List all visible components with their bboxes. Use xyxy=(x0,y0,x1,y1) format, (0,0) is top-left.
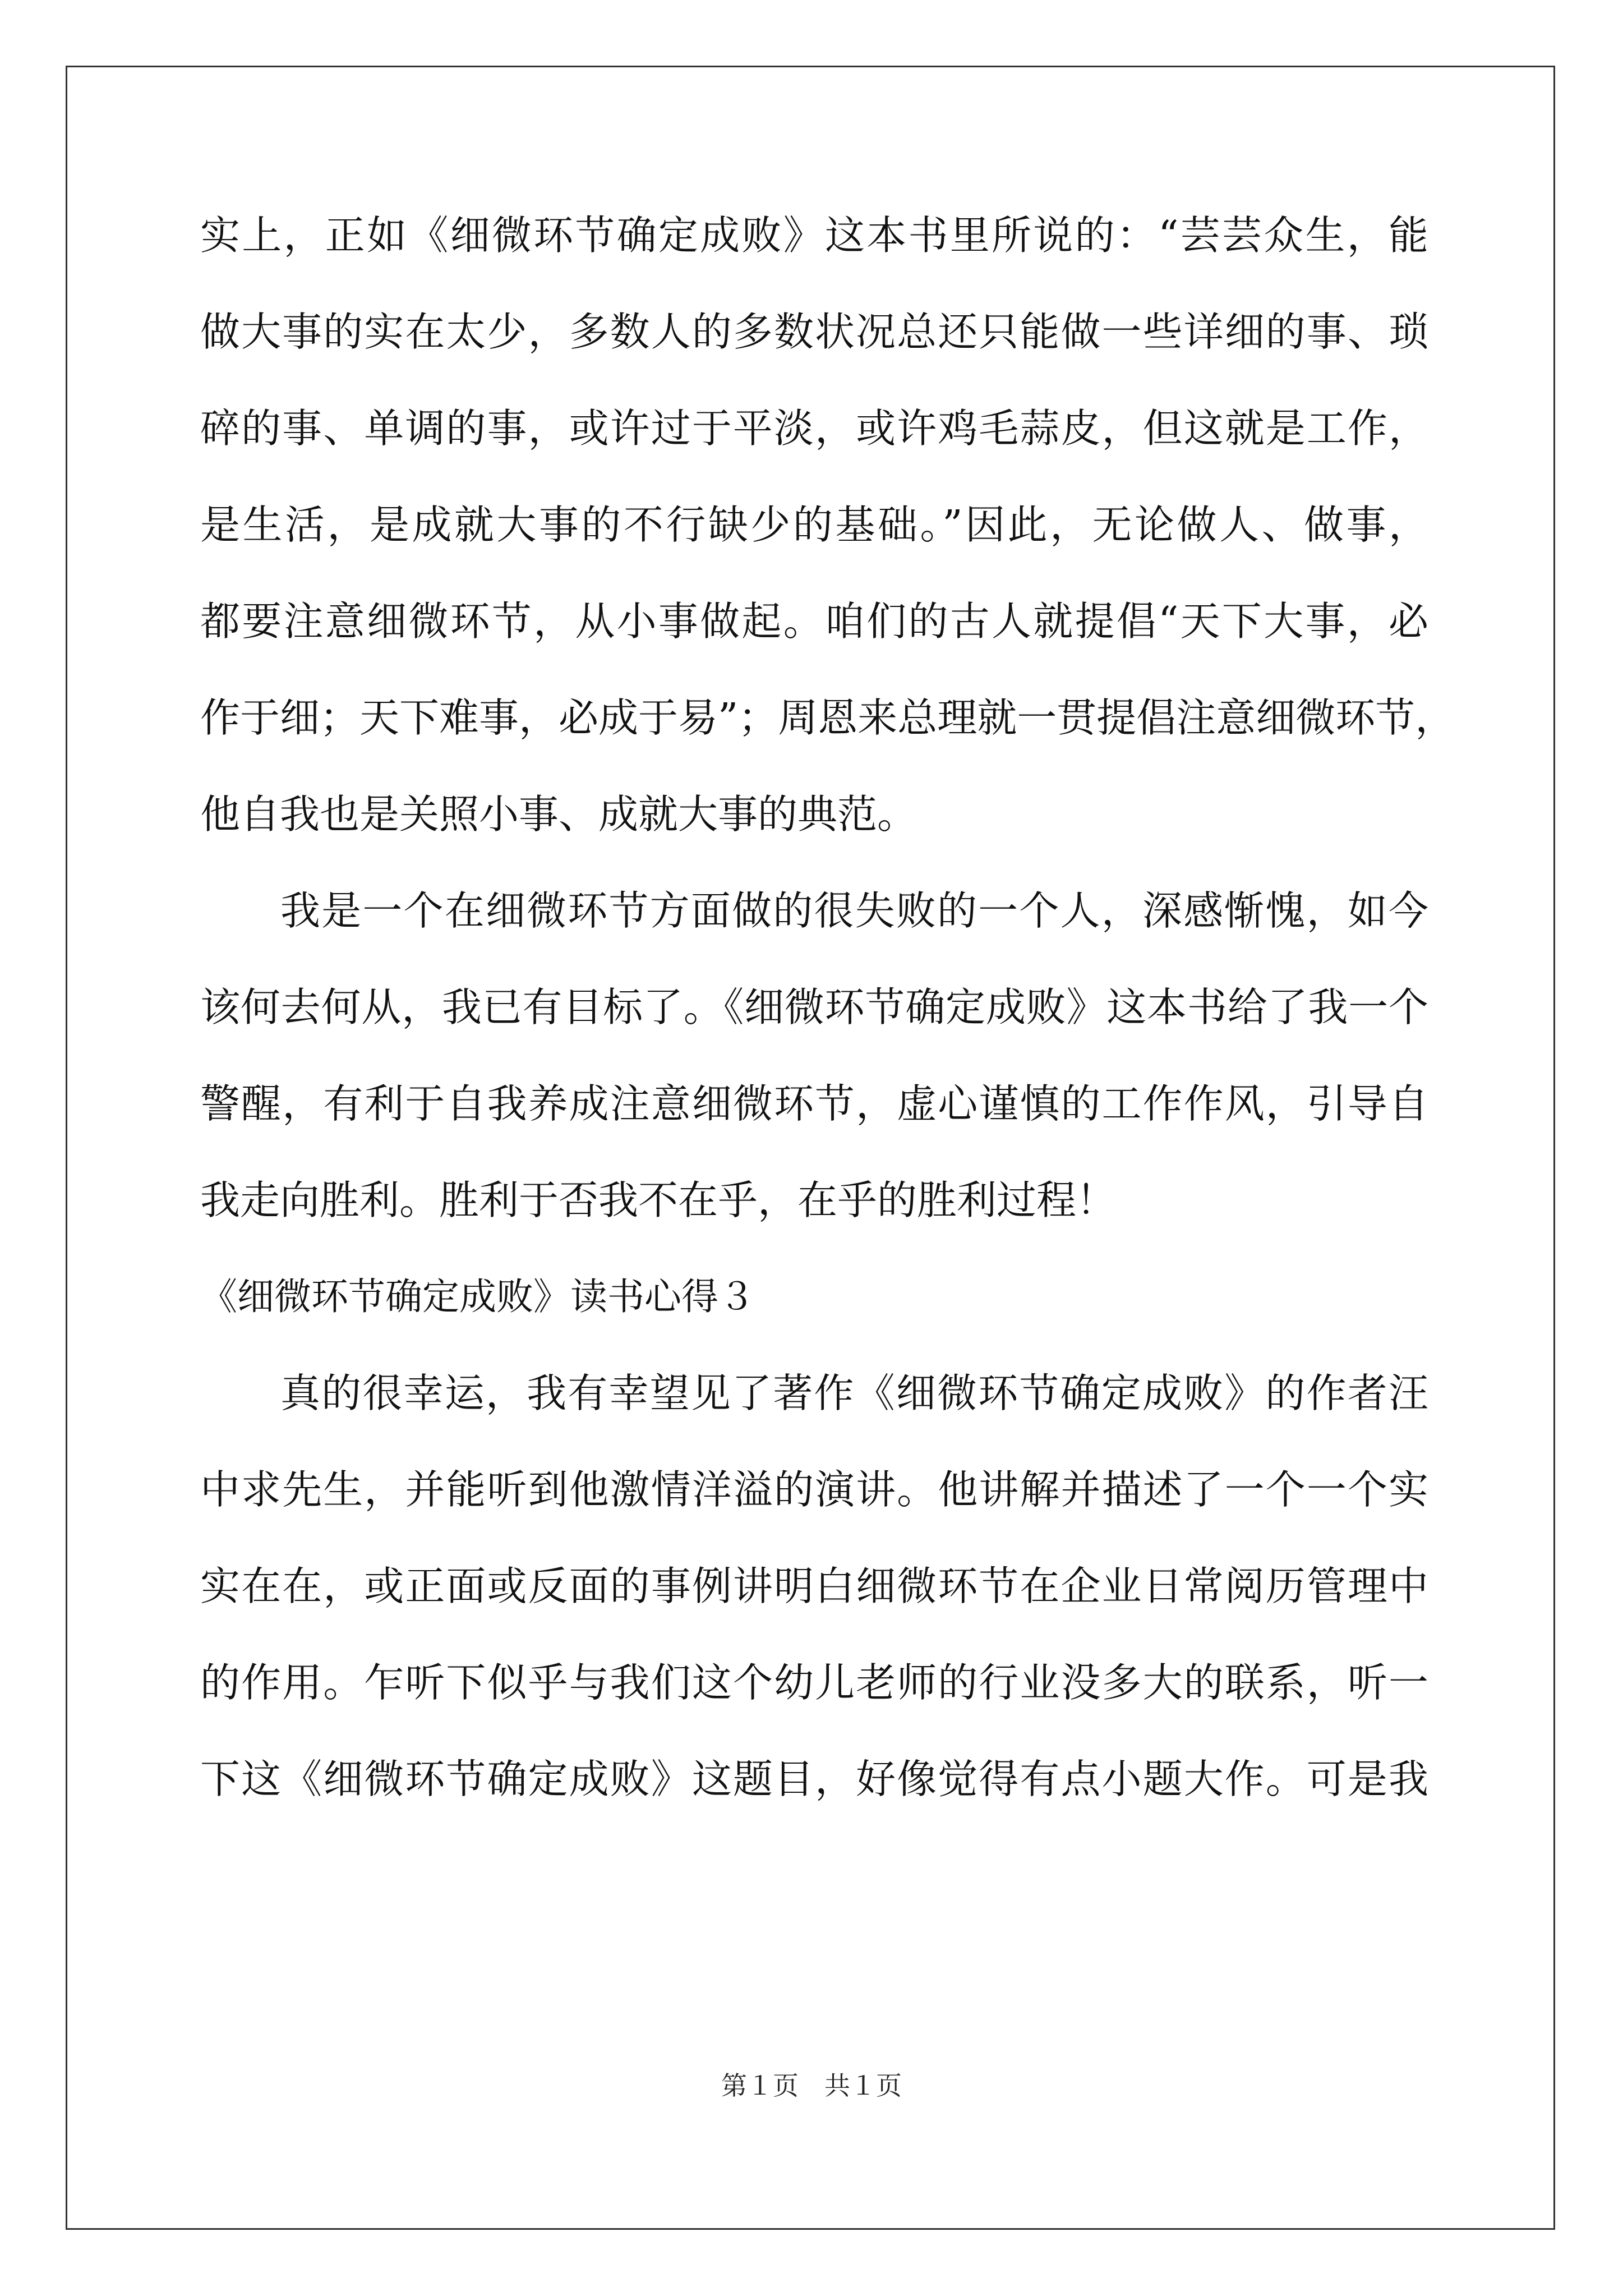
paragraph-line: 碎的事、单调的事，或许过于平淡，或许鸡毛蒜皮，但这就是工作， xyxy=(200,405,1428,452)
paragraph-line: 实在在，或正面或反面的事例讲明白细微环节在企业日常阅历管理中 xyxy=(200,1563,1428,1609)
paragraph-line: 真的很幸运，我有幸望见了著作《细微环节确定成败》的作者汪 xyxy=(280,1370,1428,1416)
paragraph-line: 作于细；天下难事，必成于易”；周恩来总理就一贯提倡注意细微环节， xyxy=(200,694,1455,741)
paragraph-line: 他自我也是关照小事、成就大事的典范。 xyxy=(200,791,917,838)
paragraph-line: 警醒，有利于自我养成注意细微环节，虚心谨慎的工作作风，引导自 xyxy=(200,1080,1428,1127)
paragraph-line: 都要注意细微环节，从小事做起。咱们的古人就提倡“天下大事，必 xyxy=(200,598,1428,645)
paragraph-line: 下这《细微环节确定成败》这题目，好像觉得有点小题大作。可是我 xyxy=(200,1756,1428,1802)
paragraph-line: 做大事的实在太少，多数人的多数状况总还只能做一些详细的事、琐 xyxy=(200,309,1428,355)
paragraph-line: 实上，正如《细微环节确定成败》这本书里所说的：“芸芸众生，能 xyxy=(200,212,1428,259)
paragraph-line: 该何去何从，我已有目标了。《细微环节确定成败》这本书给了我一个 xyxy=(200,984,1428,1030)
paragraph-line: 中求先生，并能听到他激情洋溢的演讲。他讲解并描述了一个一个实 xyxy=(200,1466,1428,1513)
paragraph-line: 我走向胜利。胜利于否我不在乎，在乎的胜利过程！ xyxy=(200,1177,1117,1223)
page-border xyxy=(66,66,1555,2230)
paragraph-line: 的作用。乍听下似乎与我们这个幼儿老师的行业没多大的联系，听一 xyxy=(200,1659,1428,1706)
section-heading: 《细微环节确定成败》读书心得３ xyxy=(200,1275,755,1318)
page-footer: 第１页 共１页 xyxy=(721,2070,902,2101)
paragraph-line: 我是一个在细微环节方面做的很失败的一个人，深感惭愧，如今 xyxy=(280,887,1428,934)
paragraph-line: 是生活，是成就大事的不行缺少的基础。”因此，无论做人、做事， xyxy=(200,501,1428,548)
